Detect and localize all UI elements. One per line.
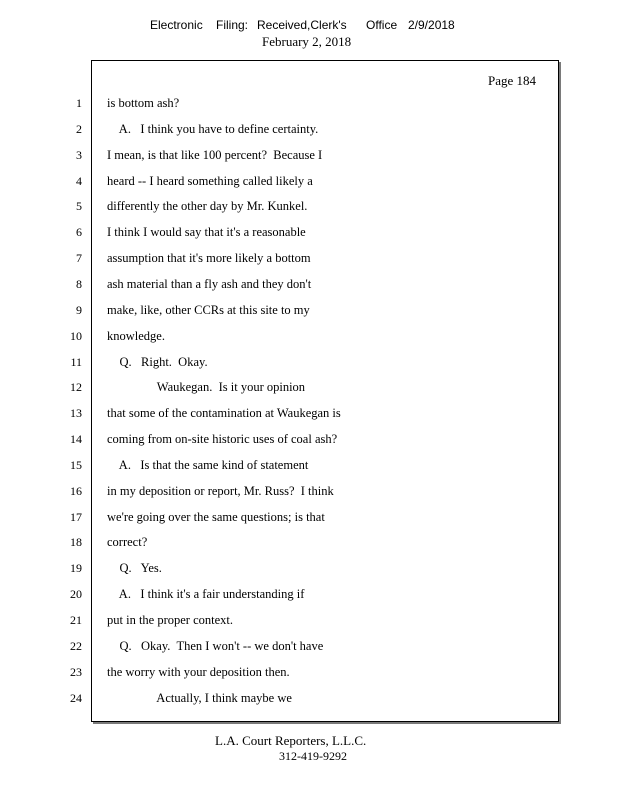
transcript-line: is bottom ash? — [107, 96, 180, 110]
line-number: 13 — [70, 406, 82, 421]
line-number: 22 — [70, 638, 82, 653]
transcript-line: heard -- I heard something called likely a — [107, 173, 313, 188]
transcript-line: I mean, is that like 100 percent? Because I — [107, 147, 323, 162]
filing-label: Filing: — [216, 18, 249, 32]
reporter-phone: 312-419-9292 — [279, 749, 347, 763]
line-number: 8 — [76, 276, 82, 291]
filing-received: Received,Clerk's — [257, 18, 347, 32]
transcript-line: I think I would say that it's a reasonable — [107, 225, 306, 240]
transcript-line: ash material than a fly ash and they don't — [107, 276, 312, 291]
line-number: 10 — [70, 328, 82, 343]
line-number: 12 — [70, 380, 82, 395]
line-number: 3 — [76, 147, 82, 162]
line-number: 5 — [76, 199, 82, 214]
line-number: 6 — [76, 225, 82, 240]
filing-office: Office — [366, 18, 398, 32]
transcript-line: Q. Right. Okay. — [107, 354, 208, 369]
transcript-line: Q. Yes. — [107, 561, 162, 576]
reporter-company: L.A. Court Reporters, L.L.C. — [215, 733, 367, 748]
page-number: Page 184 — [487, 73, 536, 88]
transcript-line: in my deposition or report, Mr. Russ? I think — [107, 483, 334, 498]
line-number: 14 — [70, 432, 82, 447]
transcript-line: we're going over the same questions; is that — [107, 509, 325, 524]
line-number: 19 — [70, 561, 82, 576]
transcript-line: put in the proper context. — [107, 613, 234, 627]
transcript-line: Q. Okay. Then I won't -- we don't have — [107, 638, 324, 653]
line-number: 11 — [70, 354, 82, 369]
line-number: 9 — [76, 302, 82, 317]
line-number: 17 — [70, 509, 82, 524]
line-number: 16 — [70, 483, 82, 498]
filing-electronic: Electronic — [150, 18, 203, 32]
transcript-line: Actually, I think maybe we — [107, 690, 292, 705]
line-number: 20 — [70, 587, 82, 602]
line-number: 18 — [70, 535, 82, 550]
line-number: 4 — [76, 173, 82, 188]
transcript-line: correct? — [107, 535, 148, 550]
transcript-line: Waukegan. Is it your opinion — [107, 380, 306, 395]
transcript-line: differently the other day by Mr. Kunkel. — [107, 199, 308, 214]
transcript-line: A. I think you have to define certainty. — [107, 121, 319, 136]
transcript-line: make, like, other CCRs at this site to my — [107, 302, 310, 317]
line-number: 23 — [70, 664, 82, 679]
line-number: 7 — [76, 251, 82, 266]
transcript-line: A. I think it's a fair understanding if — [107, 587, 305, 602]
transcript-line: coming from on-site historic uses of coal ash? — [107, 432, 338, 447]
transcript-line: A. Is that the same kind of statement — [107, 457, 309, 472]
transcript-line: knowledge. — [107, 328, 165, 343]
line-number: 24 — [70, 690, 82, 705]
filing-date: 2/9/2018 — [408, 18, 455, 32]
line-number: 2 — [76, 121, 82, 136]
transcript-line: that some of the contamination at Waukegan is — [107, 406, 341, 421]
line-number: 15 — [70, 457, 82, 472]
transcript-line: assumption that it's more likely a bottom — [107, 251, 311, 266]
line-number: 21 — [70, 613, 82, 627]
transcript-line: the worry with your deposition then. — [107, 664, 290, 679]
transcript-date: February 2, 2018 — [262, 34, 352, 49]
line-number: 1 — [76, 96, 82, 110]
